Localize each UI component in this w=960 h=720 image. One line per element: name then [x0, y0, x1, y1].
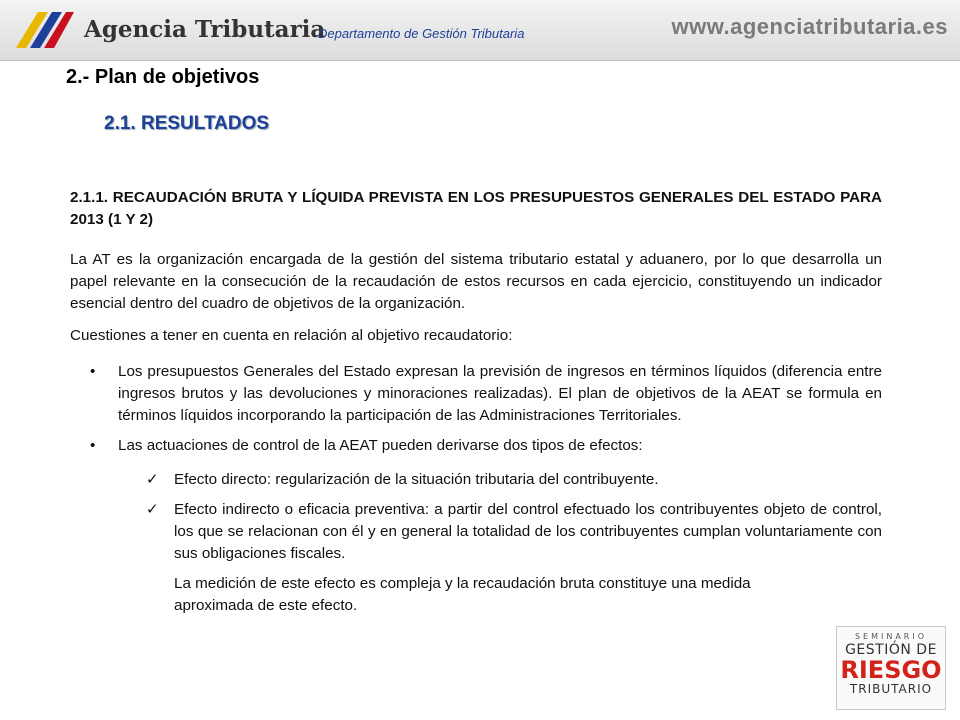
- bullet-list: [70, 361, 882, 457]
- seal-line-3: TRIBUTARIO: [849, 682, 933, 696]
- subheading: 2.1.1. RECAUDACIÓN BRUTA Y LÍQUIDA PREVISTA EN LOS PRESUPUESTOS GENERALES DEL ESTADO PARA 2013 (1 Y 2): [70, 189, 882, 228]
- bullet-icon: •: [90, 363, 96, 380]
- paragraph-intro: La AT es la organización encargada de la gestión del sistema tributario estatal y aduanero, por lo que desarrolla un papel relevante en la consecución de la recaudación de estos recursos en cada ejercicio, constituyendo un indicador esencial dentro del cuadro de objetivos de la organización.: [70, 251, 882, 312]
- website-label: www.agenciatributaria.es: [671, 14, 948, 39]
- check-list: [70, 469, 882, 565]
- check-text: Efecto indirecto o eficacia preventiva: a partir del control efectuado los contribuyentes objeto de control, los que se relacionan con él y en general la totalidad de los contribuyentes cumplan voluntariamente con sus obligaciones fiscales.: [174, 501, 882, 562]
- paragraph-questions: Cuestiones a tener en cuenta en relación al objetivo recaudatorio:: [70, 327, 513, 344]
- list-item: [70, 435, 882, 457]
- note-paragraph: La medición de este efecto es compleja y la recaudación bruta constituye una medida aproximada de este efecto.: [174, 575, 751, 614]
- department-label: Departamento de Gestión Tributaria: [318, 26, 525, 41]
- checkmark-icon: ✓: [146, 471, 159, 488]
- content-body: [70, 187, 882, 617]
- seal-line-2: RIESGO: [840, 656, 942, 684]
- checkmark-icon: ✓: [146, 501, 159, 518]
- seal-line-1: GESTIÓN DE: [845, 642, 937, 658]
- bullet-text: Las actuaciones de control de la AEAT pueden derivarse dos tipos de efectos:: [118, 437, 643, 454]
- list-item: [70, 361, 882, 427]
- page-title: 2.- Plan de objetivos: [66, 66, 260, 88]
- agencia-tributaria-logo-icon: [10, 8, 76, 52]
- section-title: 2.1. RESULTADOS: [104, 113, 270, 134]
- check-text: Efecto directo: regularización de la situación tributaria del contribuyente.: [174, 471, 659, 488]
- list-item: [70, 469, 882, 491]
- list-item: [70, 499, 882, 565]
- bullet-text: Los presupuestos Generales del Estado expresan la previsión de ingresos en términos líquidos (diferencia entre ingresos brutos y las devoluciones y minoraciones realizadas). El plan de objetivos de la AEAT se formula en términos líquidos incorporando la participación de las Administraciones Territoriales.: [118, 363, 882, 424]
- org-name: Agencia Tributaria: [84, 16, 326, 43]
- bullet-icon: •: [90, 437, 96, 454]
- seal-top-text: SEMINARIO: [854, 632, 928, 641]
- seminar-seal-logo: [836, 626, 946, 710]
- header-bar: [0, 0, 960, 61]
